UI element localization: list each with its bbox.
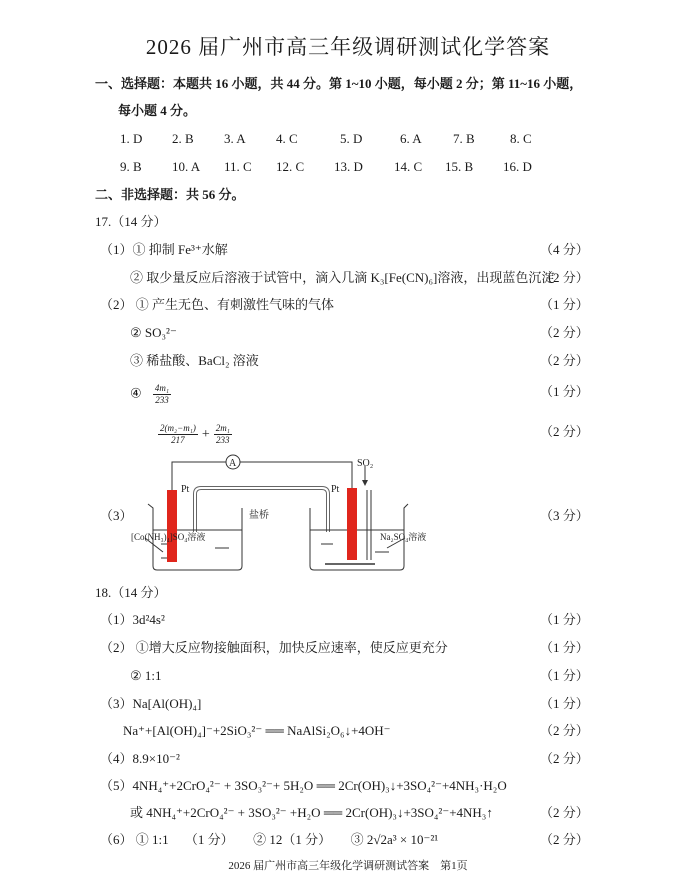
salt-bridge-label: 盐桥	[249, 510, 269, 521]
section1-heading: 一、选择题：本题共 16 小题，共 44 分。第 1~10 小题，每小题 2 分；第 11~16 小题，	[95, 76, 583, 91]
q17-header: 17.（14 分）	[95, 214, 167, 229]
answer-item: 3. A	[224, 131, 246, 146]
q18-line: （4）8.9×10⁻²	[100, 751, 180, 766]
q17-score: （2 分）	[540, 325, 589, 340]
q18-line: （6） ① 1:1 （1 分） ② 12（1 分） ③ 2√2a³ × 10⁻²¹	[100, 832, 439, 847]
q18-score: （2 分）	[540, 805, 589, 820]
ammeter-label: A	[229, 458, 237, 469]
q18-score: （1 分）	[540, 612, 589, 627]
q17-line: （2） ① 产生无色、有刺激性气味的气体	[100, 297, 335, 312]
q18-line: （2） ①增大反应物接触面积，加快反应速率，使反应更充分	[100, 640, 448, 655]
q18-line: 或 4NH₄⁺+2CrO₄²⁻ + 3SO₃²⁻ +H₂O ══ 2Cr(OH)₃↓+3SO₄²⁻+4NH₃↑	[130, 805, 493, 820]
q18-line: （5）4NH₄⁺+2CrO₄²⁻ + 3SO₃²⁻+ 5H₂O ══ 2Cr(OH)₃↓+3SO₄²⁻+4NH₃·H₂O	[100, 778, 507, 793]
answer-item: 5. D	[340, 131, 363, 146]
q18-line: Na⁺+[Al(OH)₄]⁻+2SiO₃²⁻ ══ NaAlSi₂O₆↓+4OH⁻	[123, 723, 391, 738]
q18-line: （1）3d²4s²	[100, 612, 165, 627]
q18-score: （2 分）	[540, 723, 589, 738]
answer-item: 11. C	[224, 159, 252, 174]
answer-item: 15. B	[445, 159, 474, 174]
q18-line: ② 1:1	[130, 668, 162, 683]
answer-item: 1. D	[120, 131, 143, 146]
q17-line: ② SO₃²⁻	[130, 325, 177, 340]
q18-score: （2 分）	[540, 751, 589, 766]
fraction	[153, 383, 171, 406]
page-title: 2026 届广州市高三年级调研测试化学答案	[145, 35, 551, 59]
q17-score: （2 分）	[540, 424, 589, 439]
q17-score: （4 分）	[540, 242, 589, 257]
left-solution-label: [Co(NH₃)₄]SO₄溶液	[131, 532, 206, 542]
q18-line: （3）Na[Al(OH)₄]	[100, 696, 202, 711]
q17-score: （1 分）	[540, 297, 589, 312]
left-electrode-label: Pt	[181, 484, 190, 495]
answer-item: 12. C	[276, 159, 305, 174]
right-electrode	[347, 488, 357, 560]
q17-line: （1）① 抑制 Fe³⁺水解	[100, 242, 228, 257]
answer-item: 6. A	[400, 131, 422, 146]
answer-item: 10. A	[172, 159, 201, 174]
answer-item: 8. C	[510, 131, 532, 146]
fraction	[214, 423, 232, 446]
gas-label: SO₂	[357, 458, 374, 469]
denominator: 233	[216, 435, 230, 445]
q17-line: ③ 稀盐酸、BaCl₂ 溶液	[130, 353, 259, 368]
item-marker: ④	[130, 385, 142, 401]
answer-item: 4. C	[276, 131, 298, 146]
q17-score: （2 分）	[540, 270, 589, 285]
numerator: 2m₁	[215, 423, 230, 433]
q18-score: （1 分）	[540, 640, 589, 655]
q18-score: （2 分）	[540, 832, 589, 847]
q18-header: 18.（14 分）	[95, 585, 167, 600]
q17-line: ② 取少量反应后溶液于试管中，滴入几滴 K₃[Fe(CN)₆]溶液，出现蓝色沉淀	[130, 270, 555, 285]
q17-score: （1 分）	[540, 384, 589, 399]
answer-item: 13. D	[334, 159, 363, 174]
answer-item: 9. B	[120, 159, 142, 174]
q17-formula	[158, 423, 232, 446]
numerator: 4m₁	[154, 383, 170, 393]
answer-item: 2. B	[172, 131, 194, 146]
page-footer: 2026 届广州市高三年级化学调研测试答案 第1页	[228, 860, 468, 872]
fraction	[158, 423, 198, 446]
denominator: 233	[155, 395, 169, 405]
numerator: 2(m₂−m₁)	[160, 423, 196, 433]
q18-score: （1 分）	[540, 696, 589, 711]
answer-item: 7. B	[453, 131, 475, 146]
right-electrode-label: Pt	[331, 484, 340, 495]
right-solution-label: Na₂SO₄溶液	[380, 532, 427, 542]
electrochemical-cell-diagram	[125, 452, 465, 577]
q17-line-4	[130, 383, 171, 406]
section1-heading-cont: 每小题 4 分。	[118, 103, 197, 118]
left-electrode	[167, 490, 177, 562]
q17-score: （3 分）	[540, 508, 589, 523]
q17-line: （3）	[100, 508, 133, 523]
q18-score: （1 分）	[540, 668, 589, 683]
answer-item: 14. C	[394, 159, 423, 174]
answer-item: 16. D	[503, 159, 532, 174]
section2-heading: 二、非选择题：共 56 分。	[95, 187, 245, 202]
plus-sign: +	[201, 426, 210, 442]
q17-score: （2 分）	[540, 353, 589, 368]
denominator: 217	[171, 435, 185, 445]
